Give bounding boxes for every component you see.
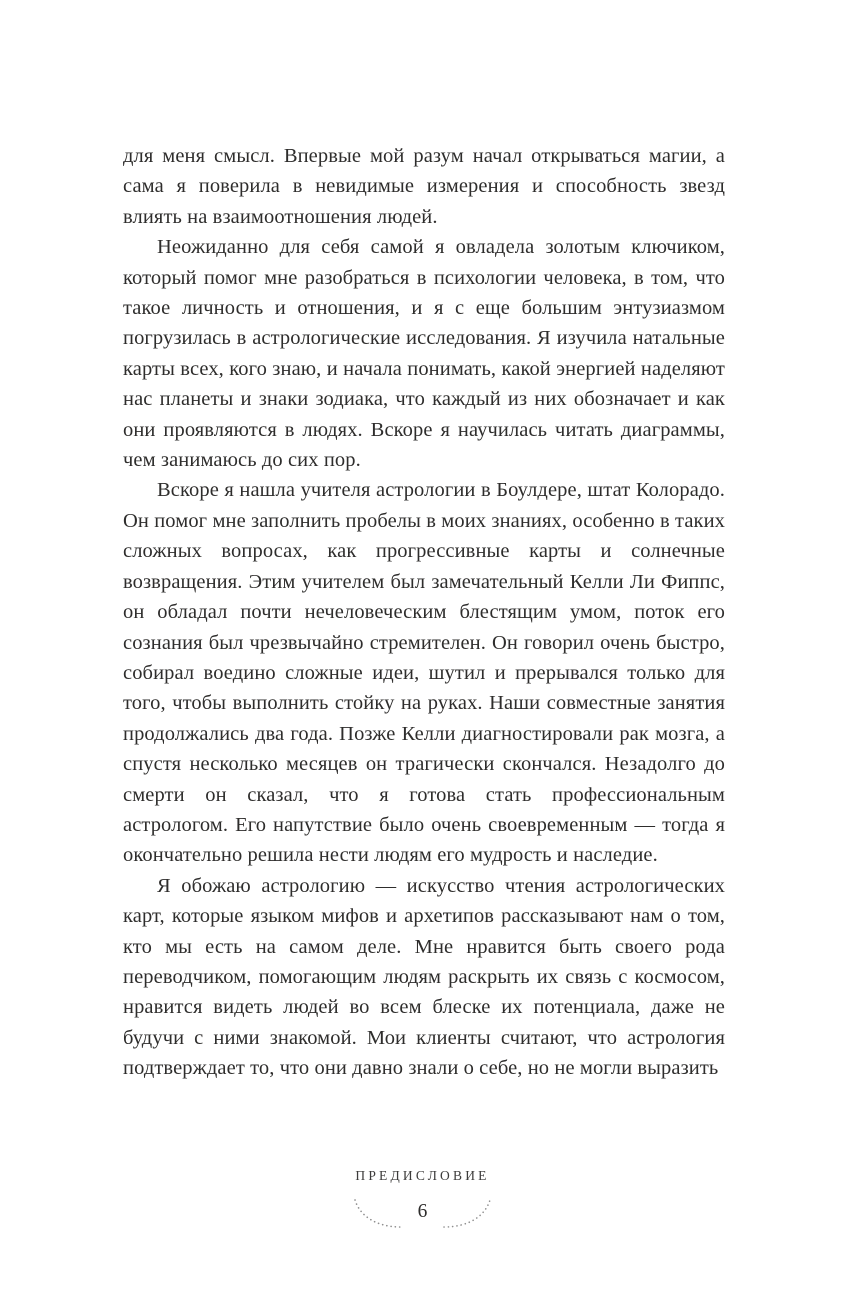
paragraph: Неожиданно для себя самой я овладела золотым ключиком, который помог мне разобраться в психологии человека, в том, что такое личность и отношения, и я с еще большим энтузиазмом погрузилась в астрологические исследования. Я изучила натальные карты всех, кого знаю, и начала понимать, какой энергией наделяют нас планеты и знаки зодиака, что каждый из них обозначает и как они проявляются в людях. Вскоре я научилась читать диаграммы, чем занимаюсь до сих пор. [123, 236, 725, 472]
paragraph: Я обожаю астрологию — искусство чтения астрологических карт, которые языком мифов и архетипов рассказывают нам о том, кто мы есть на самом деле. Мне нравится быть своего рода переводчиком, помогающим людям раскрыть их связь с космосом, нравится видеть людей во всем блеске их потенциала, даже не будучи с ними знакомой. Мои клиенты считают, что астрология подтверждает то, что они давно знали о себе, но не могли выразить [123, 874, 725, 1080]
paragraph: Вскоре я нашла учителя астрологии в Боулдере, штат Колорадо. Он помог мне заполнить пробелы в моих знаниях, особенно в таких сложных вопросах, как прогрессивные карты и солнечные возвращения. Этим учителем был замечательный Келли Ли Фиппс, он обладал почти нечеловеческим блестящим умом, поток его сознания был чрезвычайно стремителен. Он говорил очень быстро, собирал воедино сложные идеи, шутил и прерывался только для того, чтобы выполнить стойку на руках. Наши совместные занятия продолжались два года. Позже Келли диагностировали рак мозга, а спустя несколько месяцев он трагически скончался. Незадолго до смерти он сказал, что я готова стать профессиональным астрологом. Его напутствие было очень своевременным — тогда я окончательно решила нести людям его мудрость и наследие. [123, 479, 725, 867]
running-footer-chapter-title: ПРЕДИСЛОВИЕ [355, 1168, 490, 1183]
page-number-block [0, 1196, 845, 1232]
flourish-left-icon [352, 1196, 404, 1232]
page-number: 6 [417, 1201, 428, 1223]
paragraph: для меня смысл. Впервые мой разум начал открываться магии, а сама я поверила в невидимые измерения и способность звезд влиять на взаимоотношения людей. [123, 145, 725, 228]
flourish-right-icon [441, 1196, 493, 1232]
body-text [123, 141, 725, 1084]
